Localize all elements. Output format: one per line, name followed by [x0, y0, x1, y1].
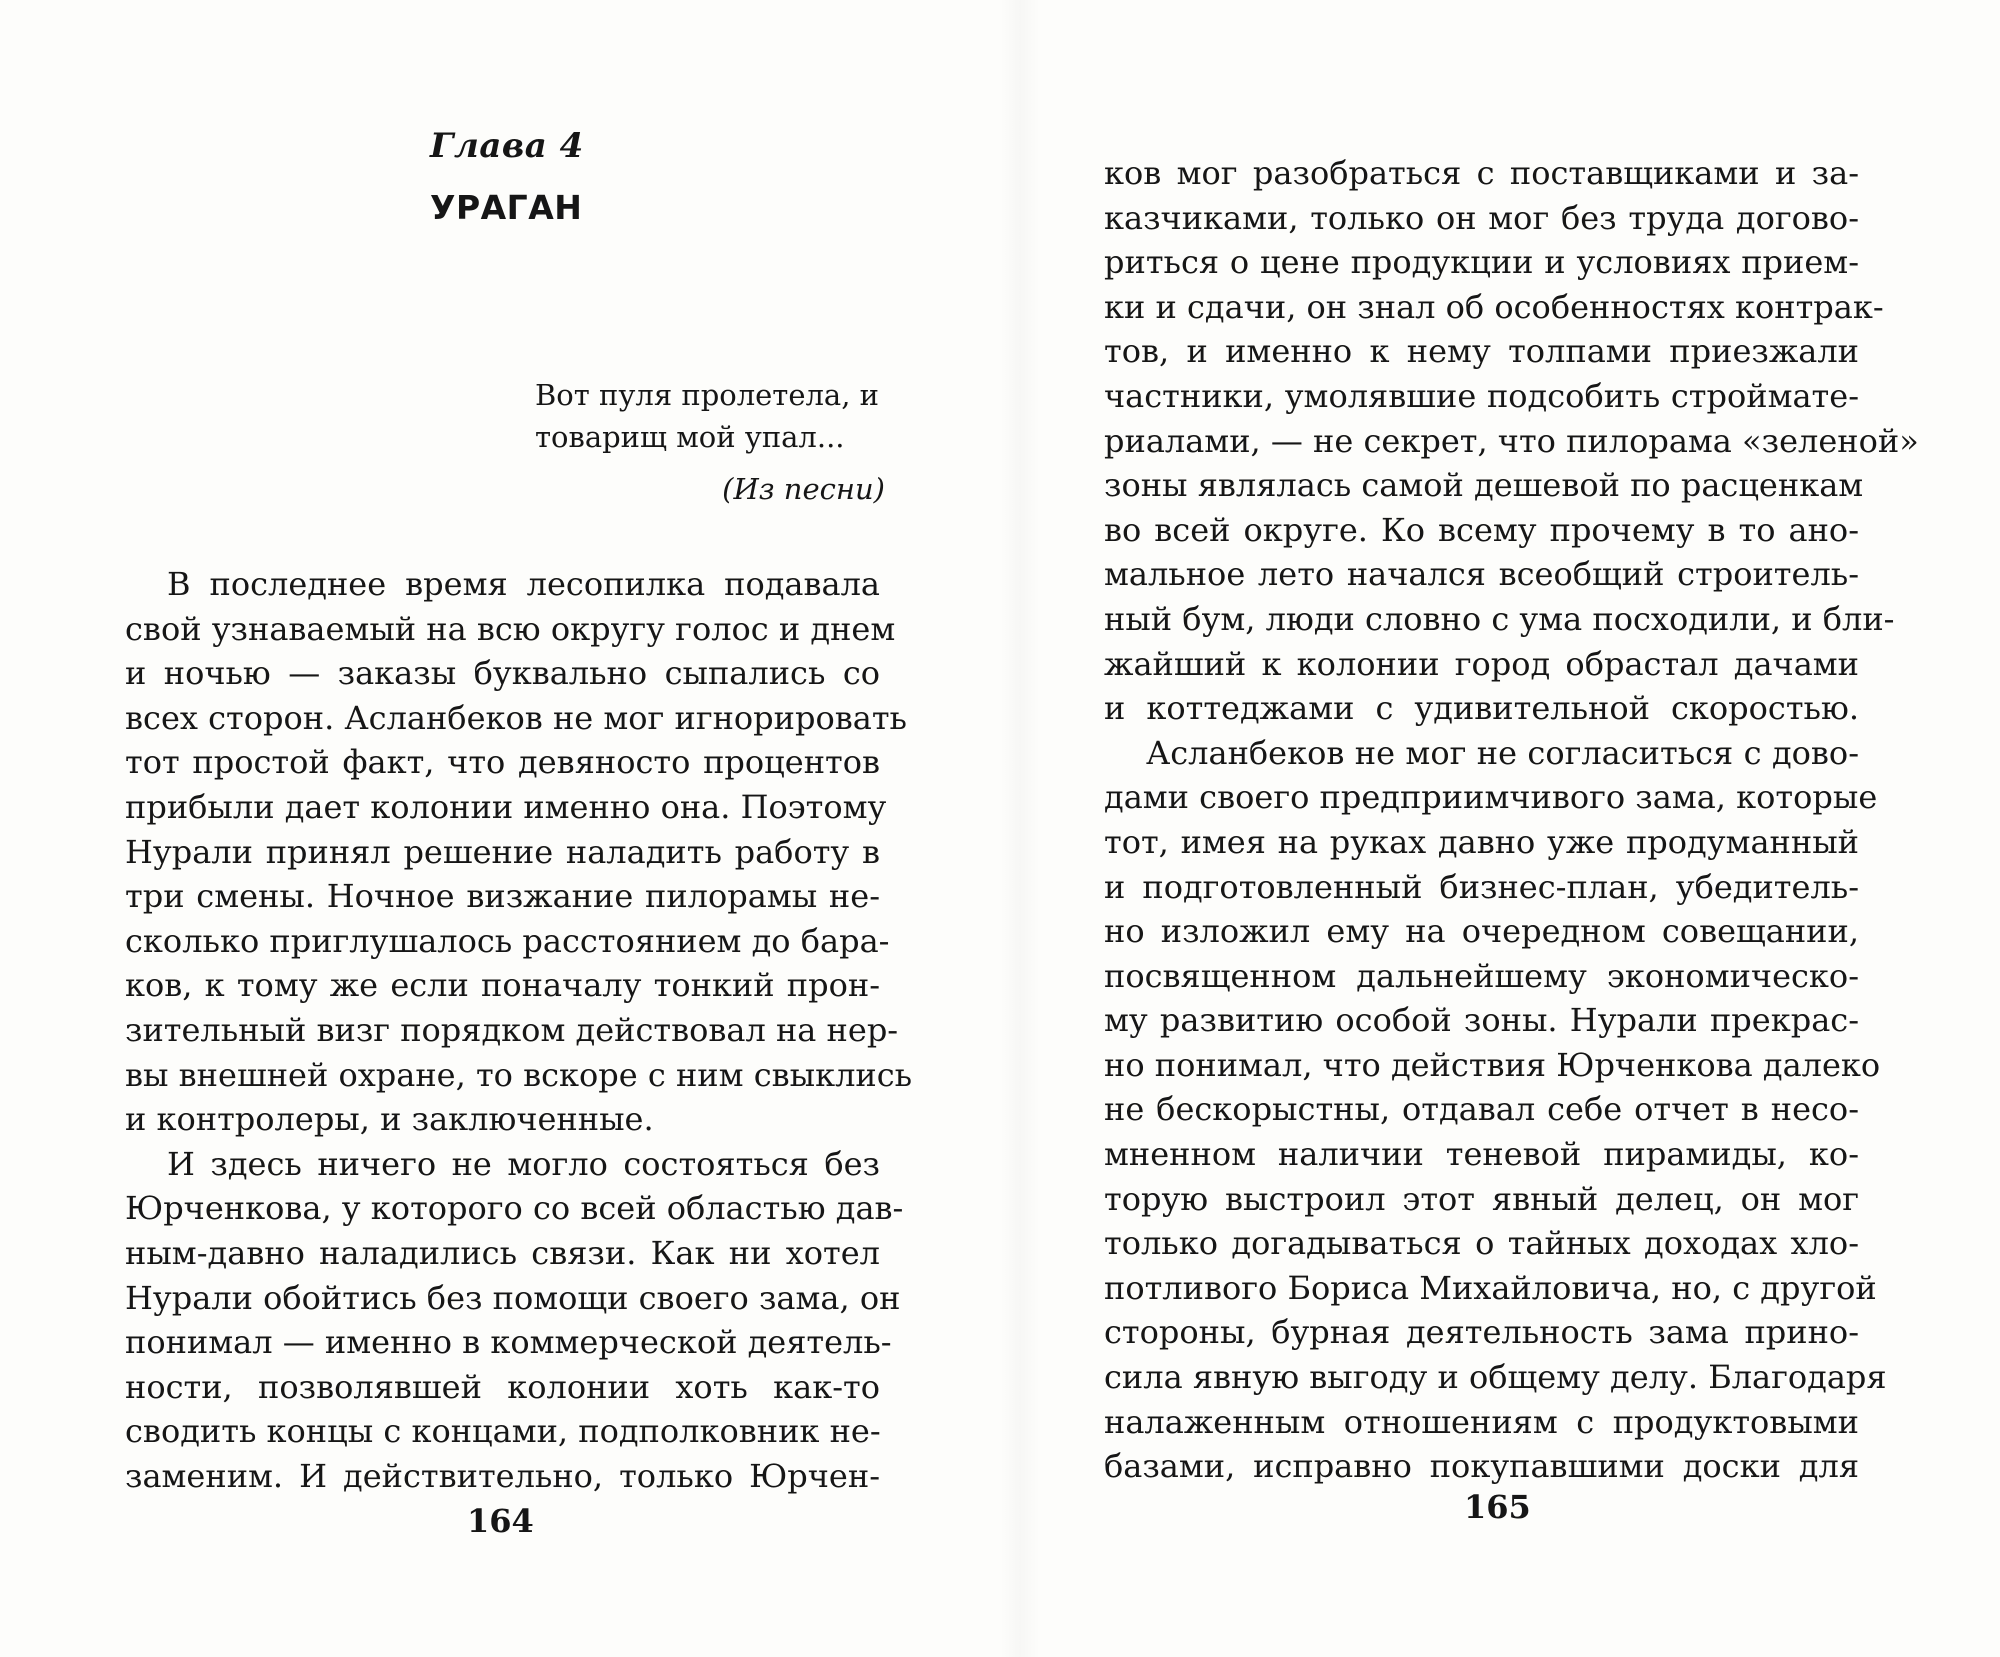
- text-line: торую выстроил этот явный делец, он мог: [1104, 1179, 1859, 1218]
- text-line: свой узнаваемый на всю округу голос и днем: [125, 609, 896, 648]
- text-line: и контролеры, и заключенные.: [125, 1100, 654, 1139]
- text-line: ным-давно наладились связи. Как ни хотел: [125, 1233, 880, 1272]
- right-body-text: [1104, 151, 1919, 1489]
- text-line: сколько приглушалось расстоянием до бара-: [125, 921, 890, 960]
- text-line: ный бум, люди словно с ума посходили, и бли-: [1104, 599, 1895, 638]
- text-line: только догадываться о тайных доходах хло-: [1104, 1224, 1859, 1263]
- text-line: казчиками, только он мог без труда догово-: [1104, 198, 1859, 237]
- epigraph-line: товарищ мой упал...: [535, 420, 845, 454]
- text-line: не бескорыстны, отдавал себе отчет в несо-: [1104, 1090, 1859, 1129]
- text-line: и коттеджами с удивительной скоростью.: [1104, 689, 1859, 728]
- text-line: и подготовленный бизнес-план, убедитель-: [1104, 867, 1859, 906]
- text-line: В последнее время лесопилка подавала: [167, 565, 880, 603]
- chapter-number: Глава 4: [430, 126, 584, 166]
- text-line: И здесь ничего не могло состояться без: [167, 1144, 880, 1183]
- text-line: всех сторон. Асланбеков не мог игнорировать: [125, 698, 907, 737]
- text-line: частники, умолявшие подсобить строймате-: [1104, 376, 1859, 415]
- text-line: Асланбеков не мог не согласиться с дово-: [1146, 733, 1859, 772]
- text-line: Нурали обойтись без помощи своего зама, он: [125, 1278, 901, 1317]
- text-line: мненном наличии теневой пирамиды, ко-: [1104, 1135, 1859, 1174]
- text-line: понимал — именно в коммерческой деятель-: [125, 1323, 892, 1362]
- epigraph-source: (Из песни): [722, 472, 885, 506]
- epigraph: [535, 374, 879, 458]
- text-line: ки и сдачи, он знал об особенностях контрак-: [1104, 287, 1884, 326]
- text-line: риалами, — не секрет, что пилорама «зеленой»: [1104, 421, 1919, 460]
- text-line: ков, к тому же если поначалу тонкий прон-: [125, 966, 880, 1005]
- text-line: зительный визг порядком действовал на нер-: [125, 1010, 899, 1049]
- text-line: сводить концы с концами, подполковник не-: [125, 1412, 881, 1451]
- text-line: тов, и именно к нему толпами приезжали: [1104, 332, 1859, 371]
- text-line: дами своего предприимчивого зама, которые: [1104, 778, 1878, 817]
- text-line: ности, позволявшей колонии хоть как-то: [125, 1367, 880, 1406]
- text-line: но изложил ему на очередном совещании,: [1104, 912, 1859, 951]
- text-line: тот простой факт, что девяносто процентов: [125, 743, 880, 782]
- text-line: базами, исправно покупавшими доски для: [1104, 1447, 1859, 1486]
- text-line: прибыли дает колонии именно она. Поэтому: [125, 787, 887, 826]
- text-line: во всей округе. Ко всему прочему в то ано-: [1104, 510, 1859, 549]
- text-line: ков мог разобраться с поставщиками и за-: [1104, 154, 1859, 192]
- text-line: заменим. И действительно, только Юрчен-: [125, 1456, 880, 1495]
- text-line: сила явную выгоду и общему делу. Благодаря: [1104, 1358, 1887, 1397]
- text-line: и ночью — заказы буквально сыпались со: [125, 654, 880, 693]
- text-line: стороны, бурная деятельность зама прино-: [1104, 1313, 1859, 1352]
- text-line: жайший к колонии город обрастал дачами: [1104, 644, 1859, 683]
- text-line: мальное лето начался всеобщий строитель-: [1104, 555, 1859, 594]
- epigraph-line: Вот пуля пролетела, и: [535, 378, 879, 412]
- page-number: 165: [1464, 1488, 1531, 1526]
- text-line: вы внешней охране, то вскоре с ним свыклись: [125, 1055, 913, 1094]
- text-line: но понимал, что действия Юрченкова далеко: [1104, 1045, 1881, 1084]
- left-body-text: [125, 562, 913, 1498]
- text-line: три смены. Ночное визжание пилорамы не-: [125, 877, 880, 916]
- text-line: зоны являлась самой дешевой по расценкам: [1104, 466, 1864, 505]
- text-line: потливого Бориса Михайловича, но, с другой: [1104, 1268, 1877, 1307]
- text-line: налаженным отношениям с продуктовыми: [1104, 1402, 1859, 1441]
- chapter-title: УРАГАН: [430, 188, 583, 227]
- text-line: Юрченкова, у которого со всей областью дав-: [125, 1189, 904, 1228]
- text-line: му развитию особой зоны. Нурали прекрас-: [1104, 1001, 1859, 1040]
- text-line: тот, имея на руках давно уже продуманный: [1104, 822, 1859, 861]
- text-line: посвященном дальнейшему экономическо-: [1104, 956, 1859, 995]
- page-number: 164: [467, 1502, 534, 1540]
- text-line: риться о цене продукции и условиях прием-: [1104, 243, 1859, 282]
- right-page: [1000, 0, 2000, 1657]
- text-line: Нурали принял решение наладить работу в: [125, 832, 880, 871]
